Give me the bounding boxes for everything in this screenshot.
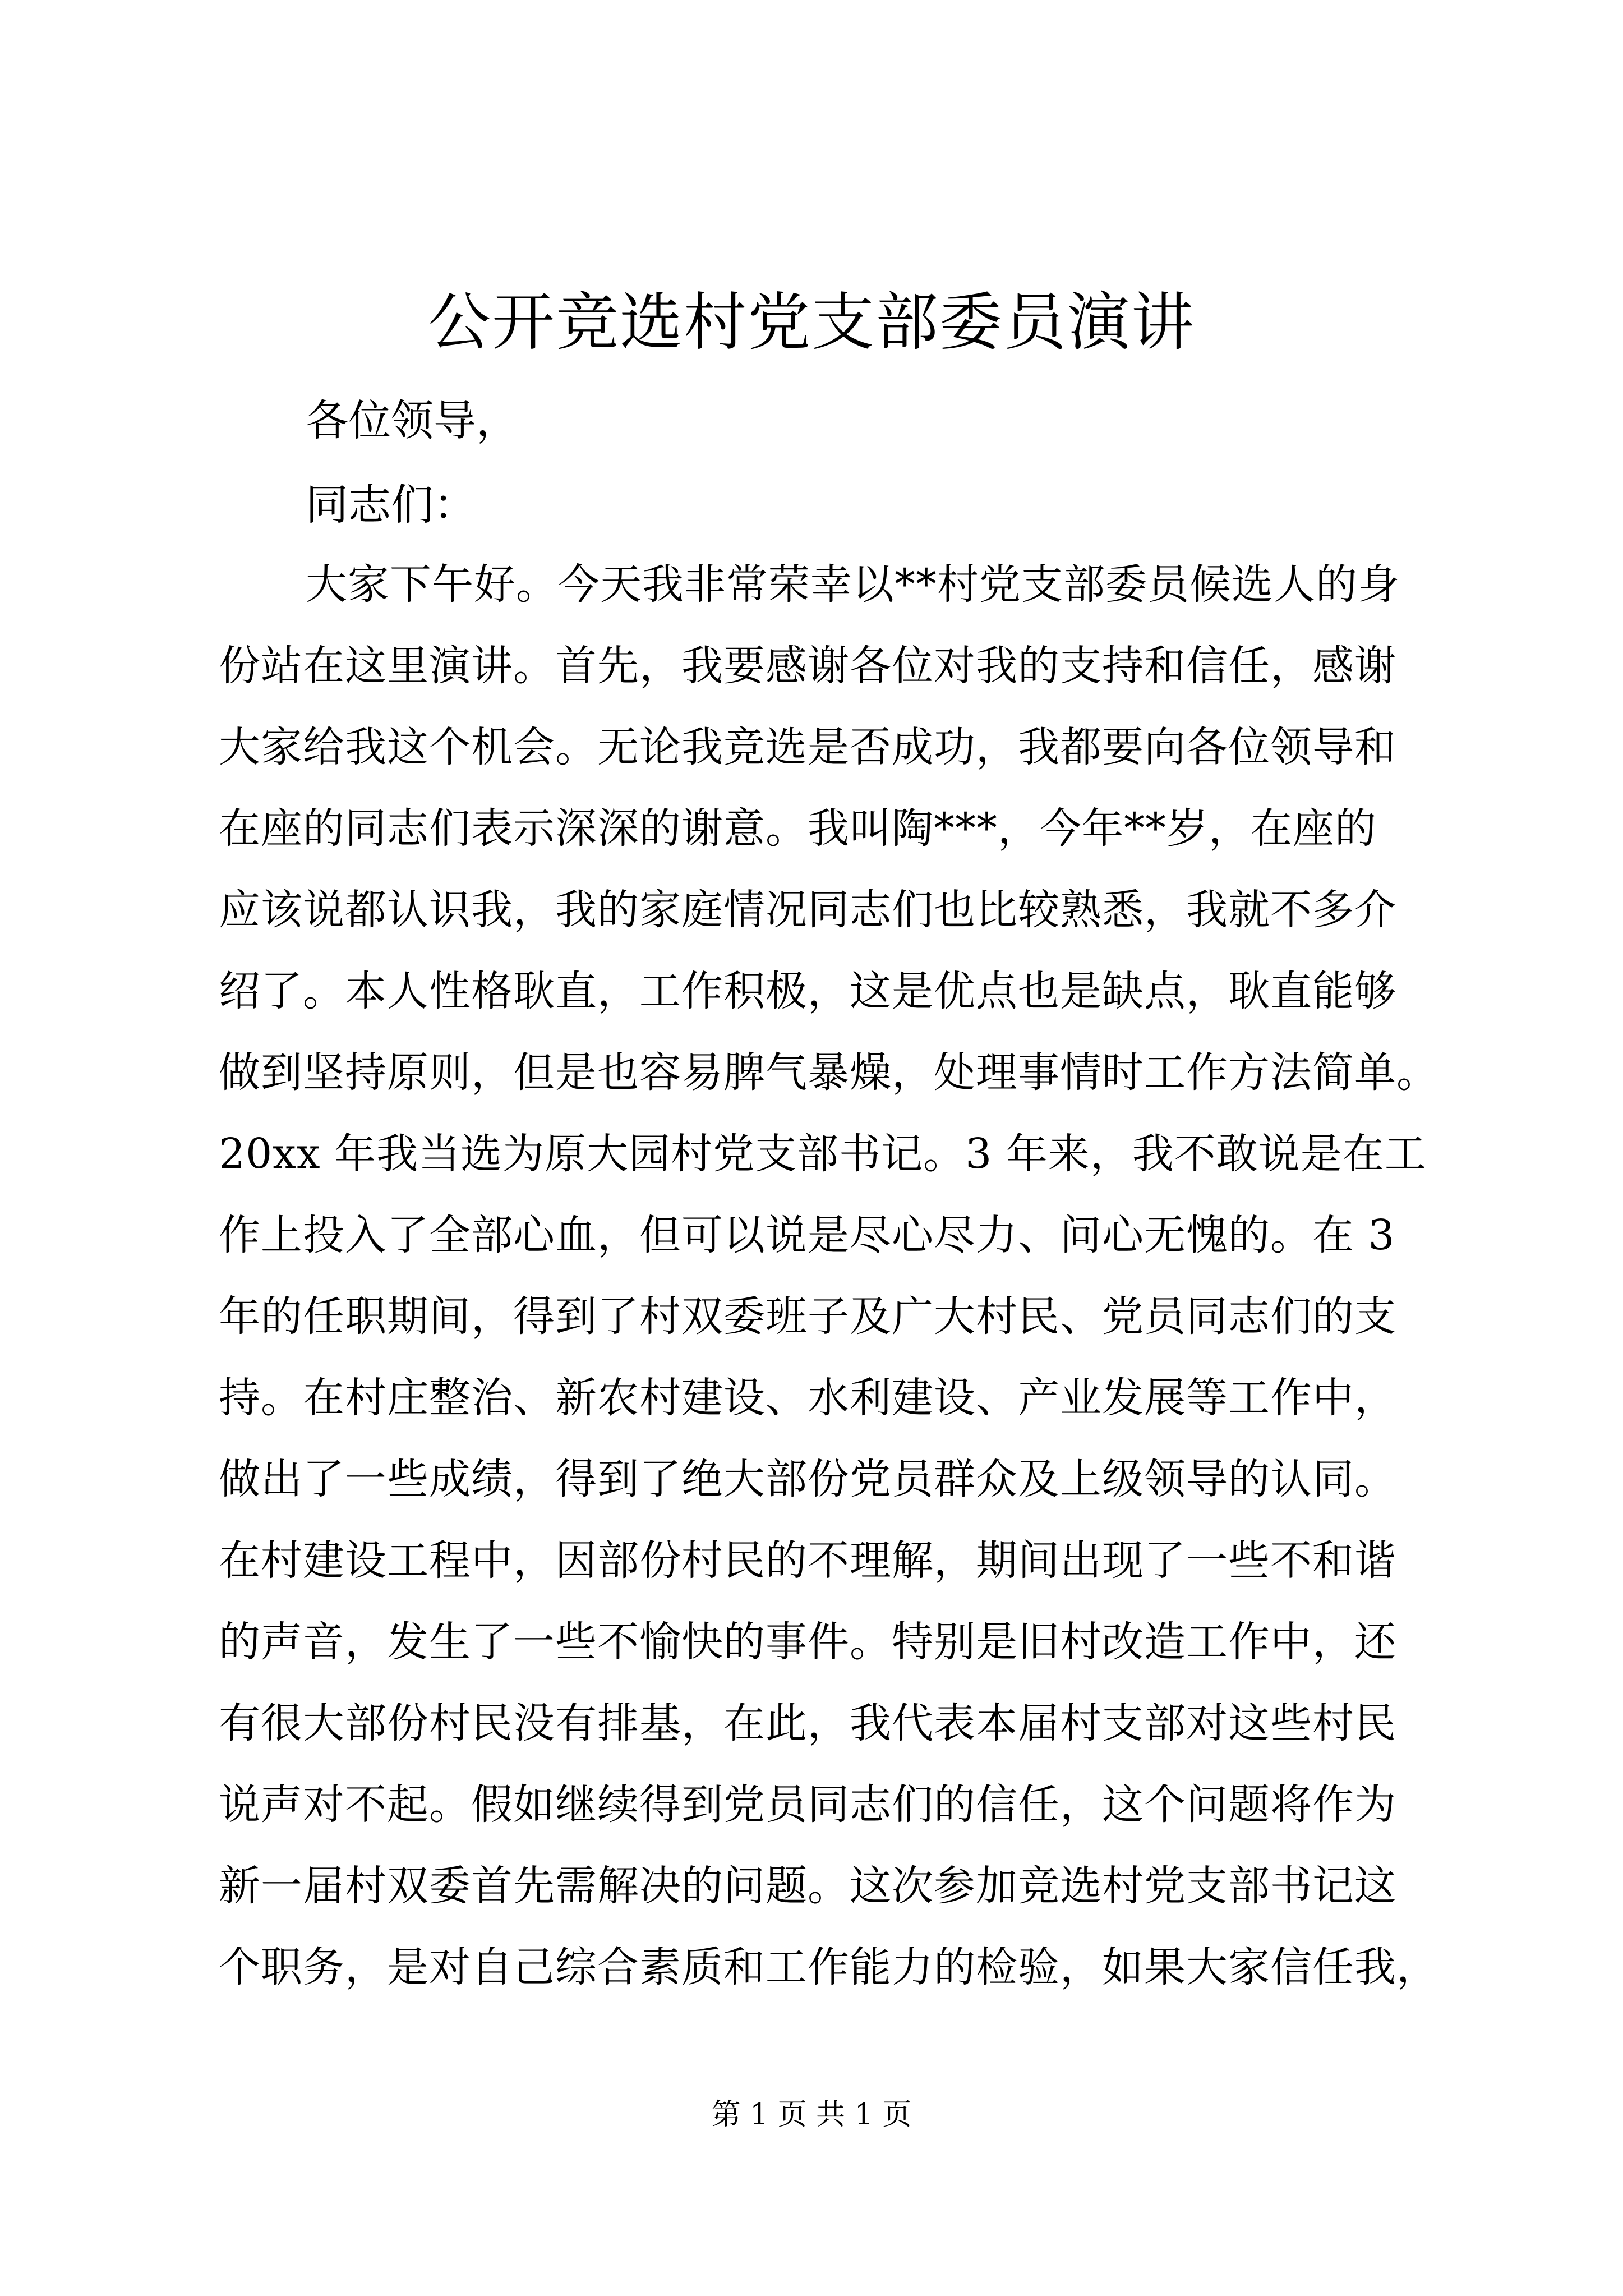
body-line: 在村建设工程中，因部份村民的不理解，期间出现了一些不和谐 <box>219 1536 1396 1585</box>
body-line: 大家给我这个机会。无论我竞选是否成功，我都要向各位领导和 <box>219 723 1396 771</box>
body-line: 新一届村双委首先需解决的问题。这次参加竞选村党支部书记这 <box>219 1862 1396 1910</box>
body-line: 大家下午好。今天我非常荣幸以**村党支部委员候选人的身 <box>306 560 1400 609</box>
body-line: 做到坚持原则，但是也容易脾气暴燥，处理事情时工作方法简单。 <box>219 1048 1438 1097</box>
body-line: 绍了。本人性格耿直，工作积极，这是优点也是缺点，耿直能够 <box>219 967 1396 1015</box>
body-line: 个职务，是对自己综合素质和工作能力的检验，如果大家信任我， <box>219 1943 1438 1991</box>
body-line: 应该说都认识我，我的家庭情况同志们也比较熟悉，我就不多介 <box>219 886 1396 934</box>
body-line: 持。在村庄整治、新农村建设、水利建设、产业发展等工作中， <box>219 1374 1396 1422</box>
document-title: 公开竞选村党支部委员演讲 <box>428 286 1195 359</box>
body-line: 的声音，发生了一些不愉快的事件。特别是旧村改造工作中，还 <box>219 1618 1396 1666</box>
speech-body <box>219 556 1438 2021</box>
body-line: 份站在这里演讲。首先，我要感谢各位对我的支持和信任，感谢 <box>219 642 1396 690</box>
body-line: 在座的同志们表示深深的谢意。我叫陶***，今年**岁，在座的 <box>219 804 1377 853</box>
body-line: 年的任职期间，得到了村双委班子及广大村民、党员同志们的支 <box>219 1292 1396 1341</box>
body-line: 说声对不起。假如继续得到党员同志们的信任，这个问题将作为 <box>219 1780 1396 1829</box>
body-line: 做出了一些成绩，得到了绝大部份党员群众及上级领导的认同。 <box>219 1455 1396 1503</box>
body-line: 作上投入了全部心血，但可以说是尽心尽力、问心无愧的。在 3 <box>219 1211 1395 1259</box>
salutation-leaders: 各位领导， <box>306 395 519 445</box>
page-footer: 第 1 页 共 1 页 <box>711 2098 912 2132</box>
body-line: 有很大部份村民没有排基，在此，我代表本届村支部对这些村民 <box>219 1699 1396 1747</box>
body-line: 20xx 年我当选为原大园村党支部书记。3 年来，我不敢说是在工 <box>219 1130 1427 1178</box>
salutation-comrades: 同志们： <box>306 480 476 530</box>
